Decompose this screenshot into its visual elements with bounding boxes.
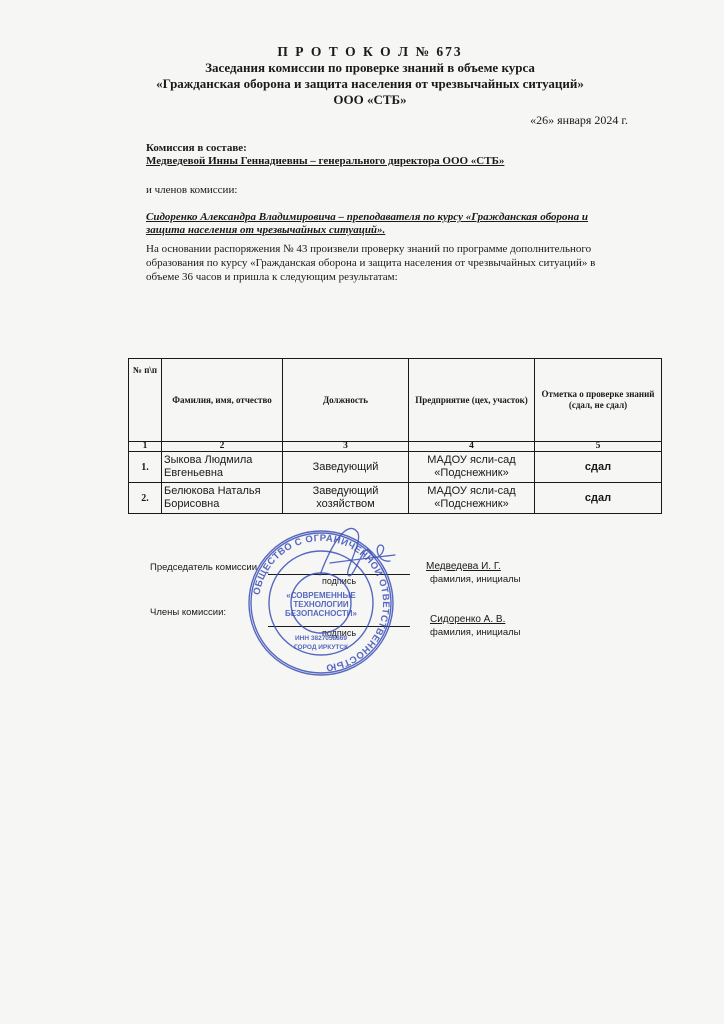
row-result: сдал	[535, 452, 662, 483]
table-row	[129, 452, 662, 483]
title-line-2: «Гражданская оборона и защита населения от чрезвычайных ситуаций»	[156, 76, 584, 91]
table-row	[129, 483, 662, 514]
col-number: 1	[129, 442, 162, 452]
members-signature-label: Члены комиссии:	[150, 607, 227, 618]
stamp-inner-1: «СОВРЕМЕННЫЕ	[286, 591, 356, 600]
commission-label: Комиссия в составе:	[146, 142, 247, 154]
row-num: 2.	[129, 483, 162, 514]
row-name: Зыкова Людмила Евгеньевна	[162, 452, 283, 483]
col-number: 5	[535, 442, 662, 452]
stamp-inner-2: ТЕХНОЛОГИИ	[293, 600, 349, 609]
row-name: Белюкова Наталья Борисовна	[162, 483, 283, 514]
header-org: Предприятие (цех, участок)	[409, 359, 535, 442]
header-name: Фамилия, имя, отчество	[162, 359, 283, 442]
basis-line-3: объеме 36 часов и пришла к следующим результатам:	[146, 271, 398, 283]
title-line-1: Заседания комиссии по проверке знаний в объеме курса	[205, 60, 535, 75]
col-number: 2	[162, 442, 283, 452]
document-title	[120, 44, 620, 108]
stamp-outer-text: ОБЩЕСТВО С ОГРАНИЧЕННОЙ ОТВЕТСТВЕННОСТЬЮ	[251, 532, 392, 673]
members-label: и членов комиссии:	[146, 184, 238, 196]
header-mark: Отметка о проверке знаний (сдал, не сдал)	[535, 359, 662, 442]
protocol-number: П Р О Т О К О Л № 673	[277, 44, 463, 59]
row-num: 1.	[129, 452, 162, 483]
table-column-numbers	[129, 442, 662, 452]
row-org: МАДОУ ясли-сад «Подснежник»	[409, 452, 535, 483]
chair-signature-caption: подпись	[321, 576, 357, 586]
stamp-inn: ИНН 3827058869	[294, 635, 348, 642]
commission-member-line-2: защита населения от чрезвычайных ситуаций».	[146, 224, 386, 236]
row-position: Заведующий	[283, 452, 409, 483]
header-position: Должность	[283, 359, 409, 442]
row-result: сдал	[535, 483, 662, 514]
chair-name: Медведева И. Г.	[426, 561, 501, 572]
col-number: 4	[409, 442, 535, 452]
member-signature-caption: подпись	[321, 628, 357, 638]
commission-chair: Медведевой Инны Геннадиевны – генерального директора ООО «СТБ»	[146, 155, 505, 167]
title-line-3: ООО «СТБ»	[333, 92, 407, 107]
row-org: МАДОУ ясли-сад «Подснежник»	[409, 483, 535, 514]
member-name: Сидоренко А. В.	[430, 614, 506, 625]
stamp-inner-3: БЕЗОПАСНОСТИ»	[285, 609, 357, 618]
chair-name-caption: фамилия, инициалы	[430, 574, 521, 585]
stamp-city: ГОРОД ИРКУТСК	[293, 644, 349, 651]
chair-signature-label: Председатель комиссии	[150, 562, 258, 573]
commission-member-line-1: Сидоренко Александра Владимировича – преподавателя по курсу «Гражданская оборона и	[146, 211, 589, 223]
document-date: «26» января 2024 г.	[530, 113, 628, 127]
table-header-row	[129, 359, 662, 442]
header-num: № п\п	[129, 359, 162, 442]
basis-line-1: На основании распоряжения № 43 произвели проверку знаний по программе дополнительного	[146, 243, 592, 255]
results-table	[128, 358, 662, 514]
basis-line-2: образования по курсу «Гражданская оборона и защита населения от чрезвычайных ситуаций» в	[146, 257, 596, 269]
member-name-caption: фамилия, инициалы	[430, 627, 521, 638]
handwritten-signature	[300, 515, 410, 595]
col-number: 3	[283, 442, 409, 452]
row-position: Заведующий хозяйством	[283, 483, 409, 514]
